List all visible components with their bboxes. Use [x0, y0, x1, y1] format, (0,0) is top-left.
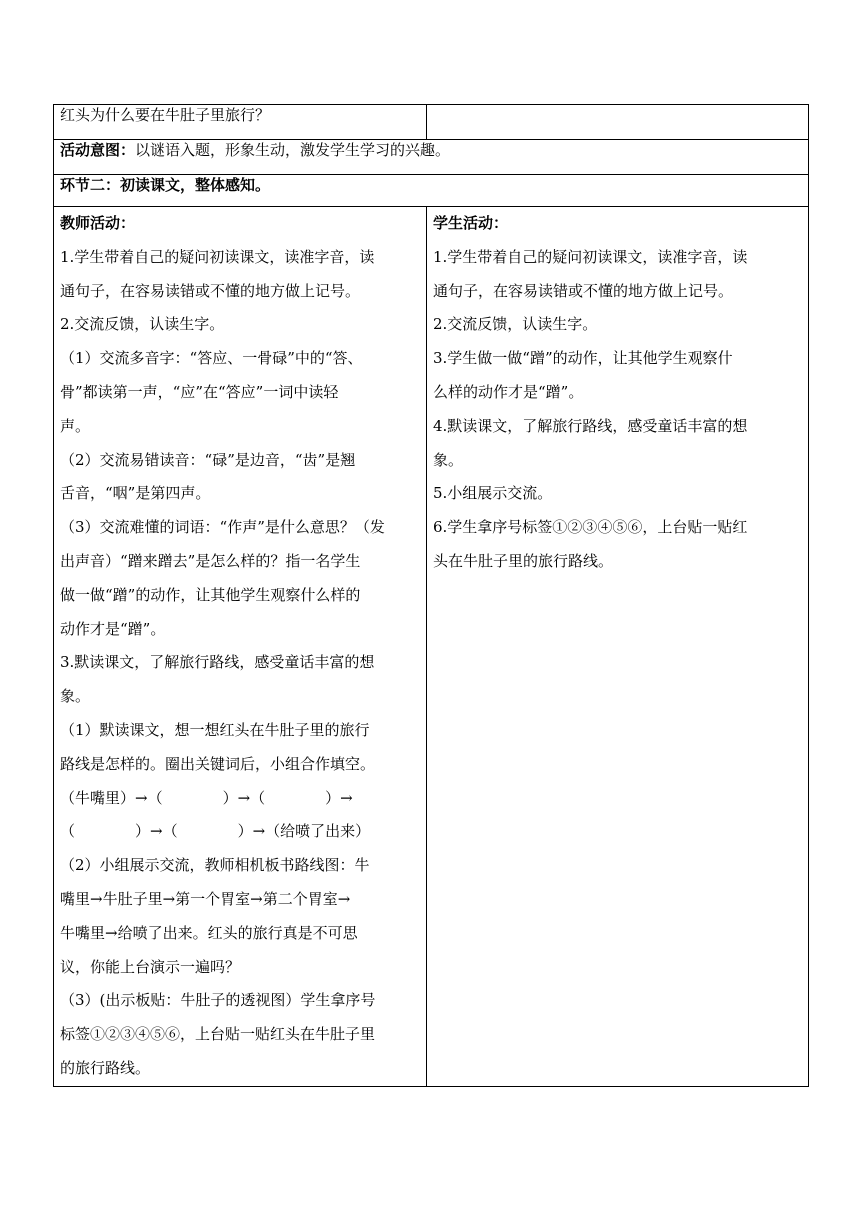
teacher-heading: 教师活动： — [60, 214, 136, 232]
student-line: 4.默读课文，了解旅行路线，感受童话丰富的想 — [433, 416, 748, 435]
teacher-line: （牛嘴里）→（ ）→（ ）→ — [60, 788, 353, 807]
section-title: 环节二：初读课文，整体感知。 — [60, 176, 271, 194]
section-row — [54, 175, 809, 207]
teacher-line: （ ）→（ ）→（给喷了出来） — [60, 822, 371, 841]
student-line: 6.学生拿序号标签①②③④⑤⑥，上台贴一贴红 — [433, 518, 748, 537]
teacher-line: 象。 — [60, 687, 91, 706]
intent-text: 以谜语入题，形象生动，激发学生学习的兴趣。 — [135, 141, 451, 159]
teacher-line: 通句子，在容易读错或不懂的地方做上记号。 — [60, 281, 361, 300]
teacher-line: （3）交流难懂的词语：“作声”是什么意思？（发 — [60, 518, 385, 537]
intent-label: 活动意图： — [60, 141, 136, 159]
student-activity-cell — [427, 207, 809, 1087]
teacher-line: （2）小组展示交流，教师相机板书路线图：牛 — [60, 856, 370, 875]
teacher-line: （1）默读课文，想一想红头在牛肚子里的旅行 — [60, 720, 370, 739]
lesson-plan-table — [53, 104, 809, 1087]
teacher-line: 2.交流反馈，认读生字。 — [60, 315, 225, 334]
teacher-line: （3）(出示板贴：牛肚子的透视图）学生拿序号 — [60, 991, 376, 1010]
teacher-line: 牛嘴里→给喷了出来。红头的旅行真是不可思 — [60, 923, 358, 942]
student-line: 通句子，在容易读错或不懂的地方做上记号。 — [433, 281, 734, 300]
question-right-cell — [427, 105, 809, 140]
teacher-line: 舌音，“咽”是第四声。 — [60, 484, 211, 503]
intent-cell — [54, 140, 809, 175]
teacher-line: （2）交流易错读音：“碌”是边音，“齿”是翘 — [60, 450, 356, 469]
student-line: 2.交流反馈，认读生字。 — [433, 315, 598, 334]
question-text: 红头为什么要在牛肚子里旅行？ — [60, 106, 271, 124]
teacher-line: （1）交流多音字：“答应、一骨碌”中的“答、 — [60, 349, 363, 368]
activities-row — [54, 207, 809, 1087]
student-line: 1.学生带着自己的疑问初读课文，读准字音，读 — [433, 247, 748, 266]
student-heading: 学生活动： — [433, 214, 509, 232]
question-cell — [54, 105, 427, 140]
teacher-line: 路线是怎样的。圈出关键词后，小组合作填空。 — [60, 754, 376, 773]
student-line: 么样的动作才是“蹭”。 — [433, 382, 584, 401]
teacher-activity-cell — [54, 207, 427, 1087]
teacher-line: 声。 — [60, 416, 91, 435]
teacher-line: 1.学生带着自己的疑问初读课文，读准字音，读 — [60, 247, 375, 266]
teacher-line: 议，你能上台演示一遍吗？ — [60, 957, 241, 976]
student-line: 3.学生做一做“蹭”的动作，让其他学生观察什 — [433, 349, 733, 368]
teacher-line: 骨”都读第一声，“应”在“答应”一词中读轻 — [60, 382, 339, 401]
question-row — [54, 105, 809, 140]
student-line: 5.小组展示交流。 — [433, 484, 553, 503]
student-line: 象。 — [433, 450, 464, 469]
teacher-line: 嘴里→牛肚子里→第一个胃室→第二个胃室→ — [60, 889, 351, 908]
teacher-line: 做一做“蹭”的动作，让其他学生观察什么样的 — [60, 585, 361, 604]
teacher-line: 标签①②③④⑤⑥，上台贴一贴红头在牛肚子里 — [60, 1025, 376, 1044]
student-line: 头在牛肚子里的旅行路线。 — [433, 551, 614, 570]
intent-row — [54, 140, 809, 175]
teacher-line: 的旅行路线。 — [60, 1058, 151, 1077]
teacher-line: 出声音）“蹭来蹭去”是怎么样的？指一名学生 — [60, 551, 361, 570]
teacher-line: 动作才是“蹭”。 — [60, 619, 166, 638]
teacher-line: 3.默读课文，了解旅行路线，感受童话丰富的想 — [60, 653, 375, 672]
section-title-cell — [54, 175, 809, 207]
